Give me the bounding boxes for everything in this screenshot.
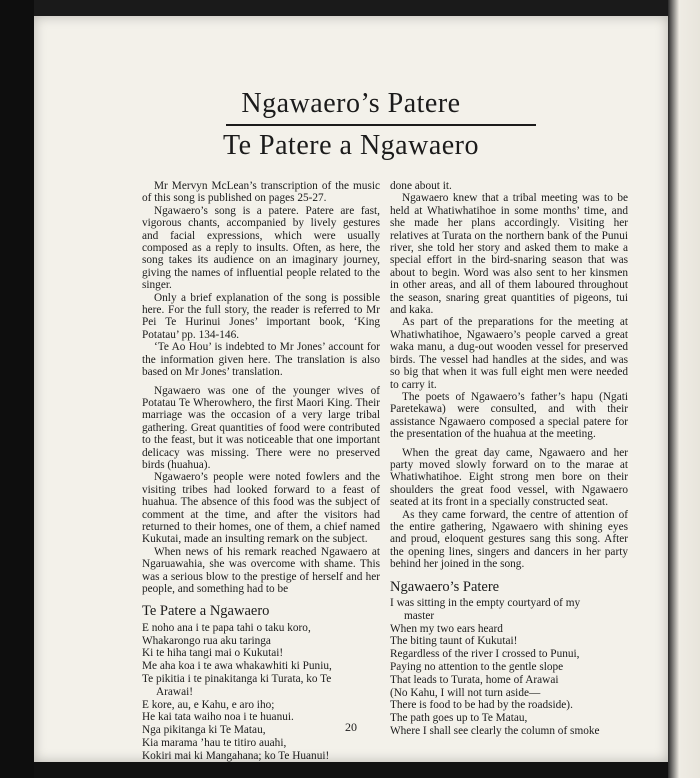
poem-line: Ki te hiha tangi mai o Kukutai! [142,647,284,660]
poem-line: Arawai! [156,685,194,698]
poem-line: Nga pikitanga ki Te Matau, [142,724,266,737]
poem-line: E noho ana i te papa tahi o taku koro, [142,621,311,634]
title-rule [226,124,536,126]
article-paragraph: As they came forward, the centre of attention of the entire gathering, Ngawaero with shining eyes and proud, eloquent gestures sang this song. After the opening lines, singers and dancers in her party behind her joined in the song. [390,508,628,571]
poem-line: When my two ears heard [390,622,503,635]
left-column [142,180,380,763]
poem-line: Te pikitia i te pinakitanga ki Turata, ko Te [142,673,332,685]
article-paragraph: When the great day came, Ngawaero and her party moved slowly forward on to the marae at Whatiwhatihoe. Eight strong men bore on their shoulders the great food vessel, with Ngawaero seated at its front in a specially constructed seat. [390,446,628,509]
english-poem-heading: Ngawaero’s Patere [390,578,500,595]
poem-line: Kokiri mai ki Mangahana; ko Te Huanui! [142,749,330,762]
poem-line: (No Kahu, I will not turn aside— [390,686,541,699]
article-paragraph: The poets of Ngawaero’s father’s hapu (Ngati Paretekawa) were consulted, and with their assistance Ngawaero composed a special patere for the presentation of the huahua at the meeting. [390,390,628,441]
poem-line: Kia marama ’hau te titiro auahi, [142,736,287,749]
poem-line: That leads to Turata, home of Arawai [390,673,559,686]
article-paragraph: Ngawaero’s people were noted fowlers and the visiting tribes had looked forward to a feast of huahua. The absence of this food was the subject of comment at the time, and after the visitors had returned to their homes, one of them, a chief named Kukutai, made an insulting remark on the subject. [142,471,380,546]
maori-poem [142,622,380,763]
scan-bottom-border [34,762,668,778]
right-column [390,180,628,738]
poem-line: Regardless of the river I crossed to Punui, [390,648,580,661]
poem-line: He kai tata waiho noa i te huanui. [142,711,294,724]
page-title: Ngawaero’s Patere [241,88,461,119]
scan-right-edge [668,0,700,778]
poem-line: The biting taunt of Kukutai! [390,635,518,648]
article-paragraph: done about it. [390,180,452,192]
poem-line: I was sitting in the empty courtyard of my [390,597,581,609]
poem-line: Where I shall see clearly the column of smoke [390,724,600,737]
scan-left-border [0,0,34,778]
article-paragraph: Ngawaero’s song is a patere. Patere are fast, vigorous chants, accompanied by lively gestures and facial expressions, which were usually composed as a reply to insults. Often, as here, the song takes its audience on an imaginary journey, giving the names of influential people related to the singer. [142,204,380,292]
maori-poem-heading: Te Patere a Ngawaero [142,603,270,620]
poem-line: Whakarongo rua aku taringa [142,634,271,647]
article-paragraph: Only a brief explanation of the song is possible here. For the full story, the reader is referred to Mr Pei Te Hurinui Jones’ important book, ‘King Potatau’ pp. 134-146. [142,291,380,341]
poem-line: Me aha koa i te awa whakawhiti ki Puniu, [142,660,332,673]
article-paragraph: As part of the preparations for the meeting at Whatiwhatihoe, Ngawaero’s people carved a great waka manu, a dug-out wooden vessel for preserved birds. The vessel had handles at the sides, and was so big that when it was full eight men were needed to carry it. [390,316,628,391]
article-paragraph: When news of his remark reached Ngawaero at Ngaruawahia, she was overcome with shame. This was a serious blow to the prestige of herself and her people, and something had to be [142,545,380,595]
poem-line: master [404,609,435,622]
document-page [34,16,668,762]
poem-line: There is food to be had by the roadside). [390,699,573,712]
poem-line: E kore, au, e Kahu, e aro iho; [142,698,275,711]
article-paragraph: Mr Mervyn McLean’s transcription of the music of this song is published on pages 25-27. [142,180,380,205]
article-paragraph: ‘Te Ao Hou’ is indebted to Mr Jones’ account for the information given here. The translation is also based on Mr Jones’ translation. [142,341,380,379]
page-number: 20 [345,720,357,734]
poem-line: Paying no attention to the gentle slope [390,660,564,673]
english-poem [390,597,628,738]
page-subtitle: Te Patere a Ngawaero [222,130,479,161]
poem-line: The path goes up to Te Matau, [390,712,528,725]
article-paragraph: Ngawaero knew that a tribal meeting was to be held at Whatiwhatihoe in some months’ time, and she made her plans accordingly. Visiting her relatives at Turata on the northern bank of the Punui river, she told her story and asked them to make a special effort in the bird-snaring season that was about to begin. Word was also sent to her kinsmen in other areas, and all of them laboured throughout the season, snaring great quantities of pigeons, tui and kaka. [390,192,628,317]
article-paragraph: Ngawaero was one of the younger wives of Potatau Te Wherowhero, the first Maori King. Their marriage was the occasion of a very large tribal gathering. Great quantities of food were contributed to the feast, but it was noticeable that one important delicacy was missing. There were no preserved birds (huahua). [142,384,380,471]
